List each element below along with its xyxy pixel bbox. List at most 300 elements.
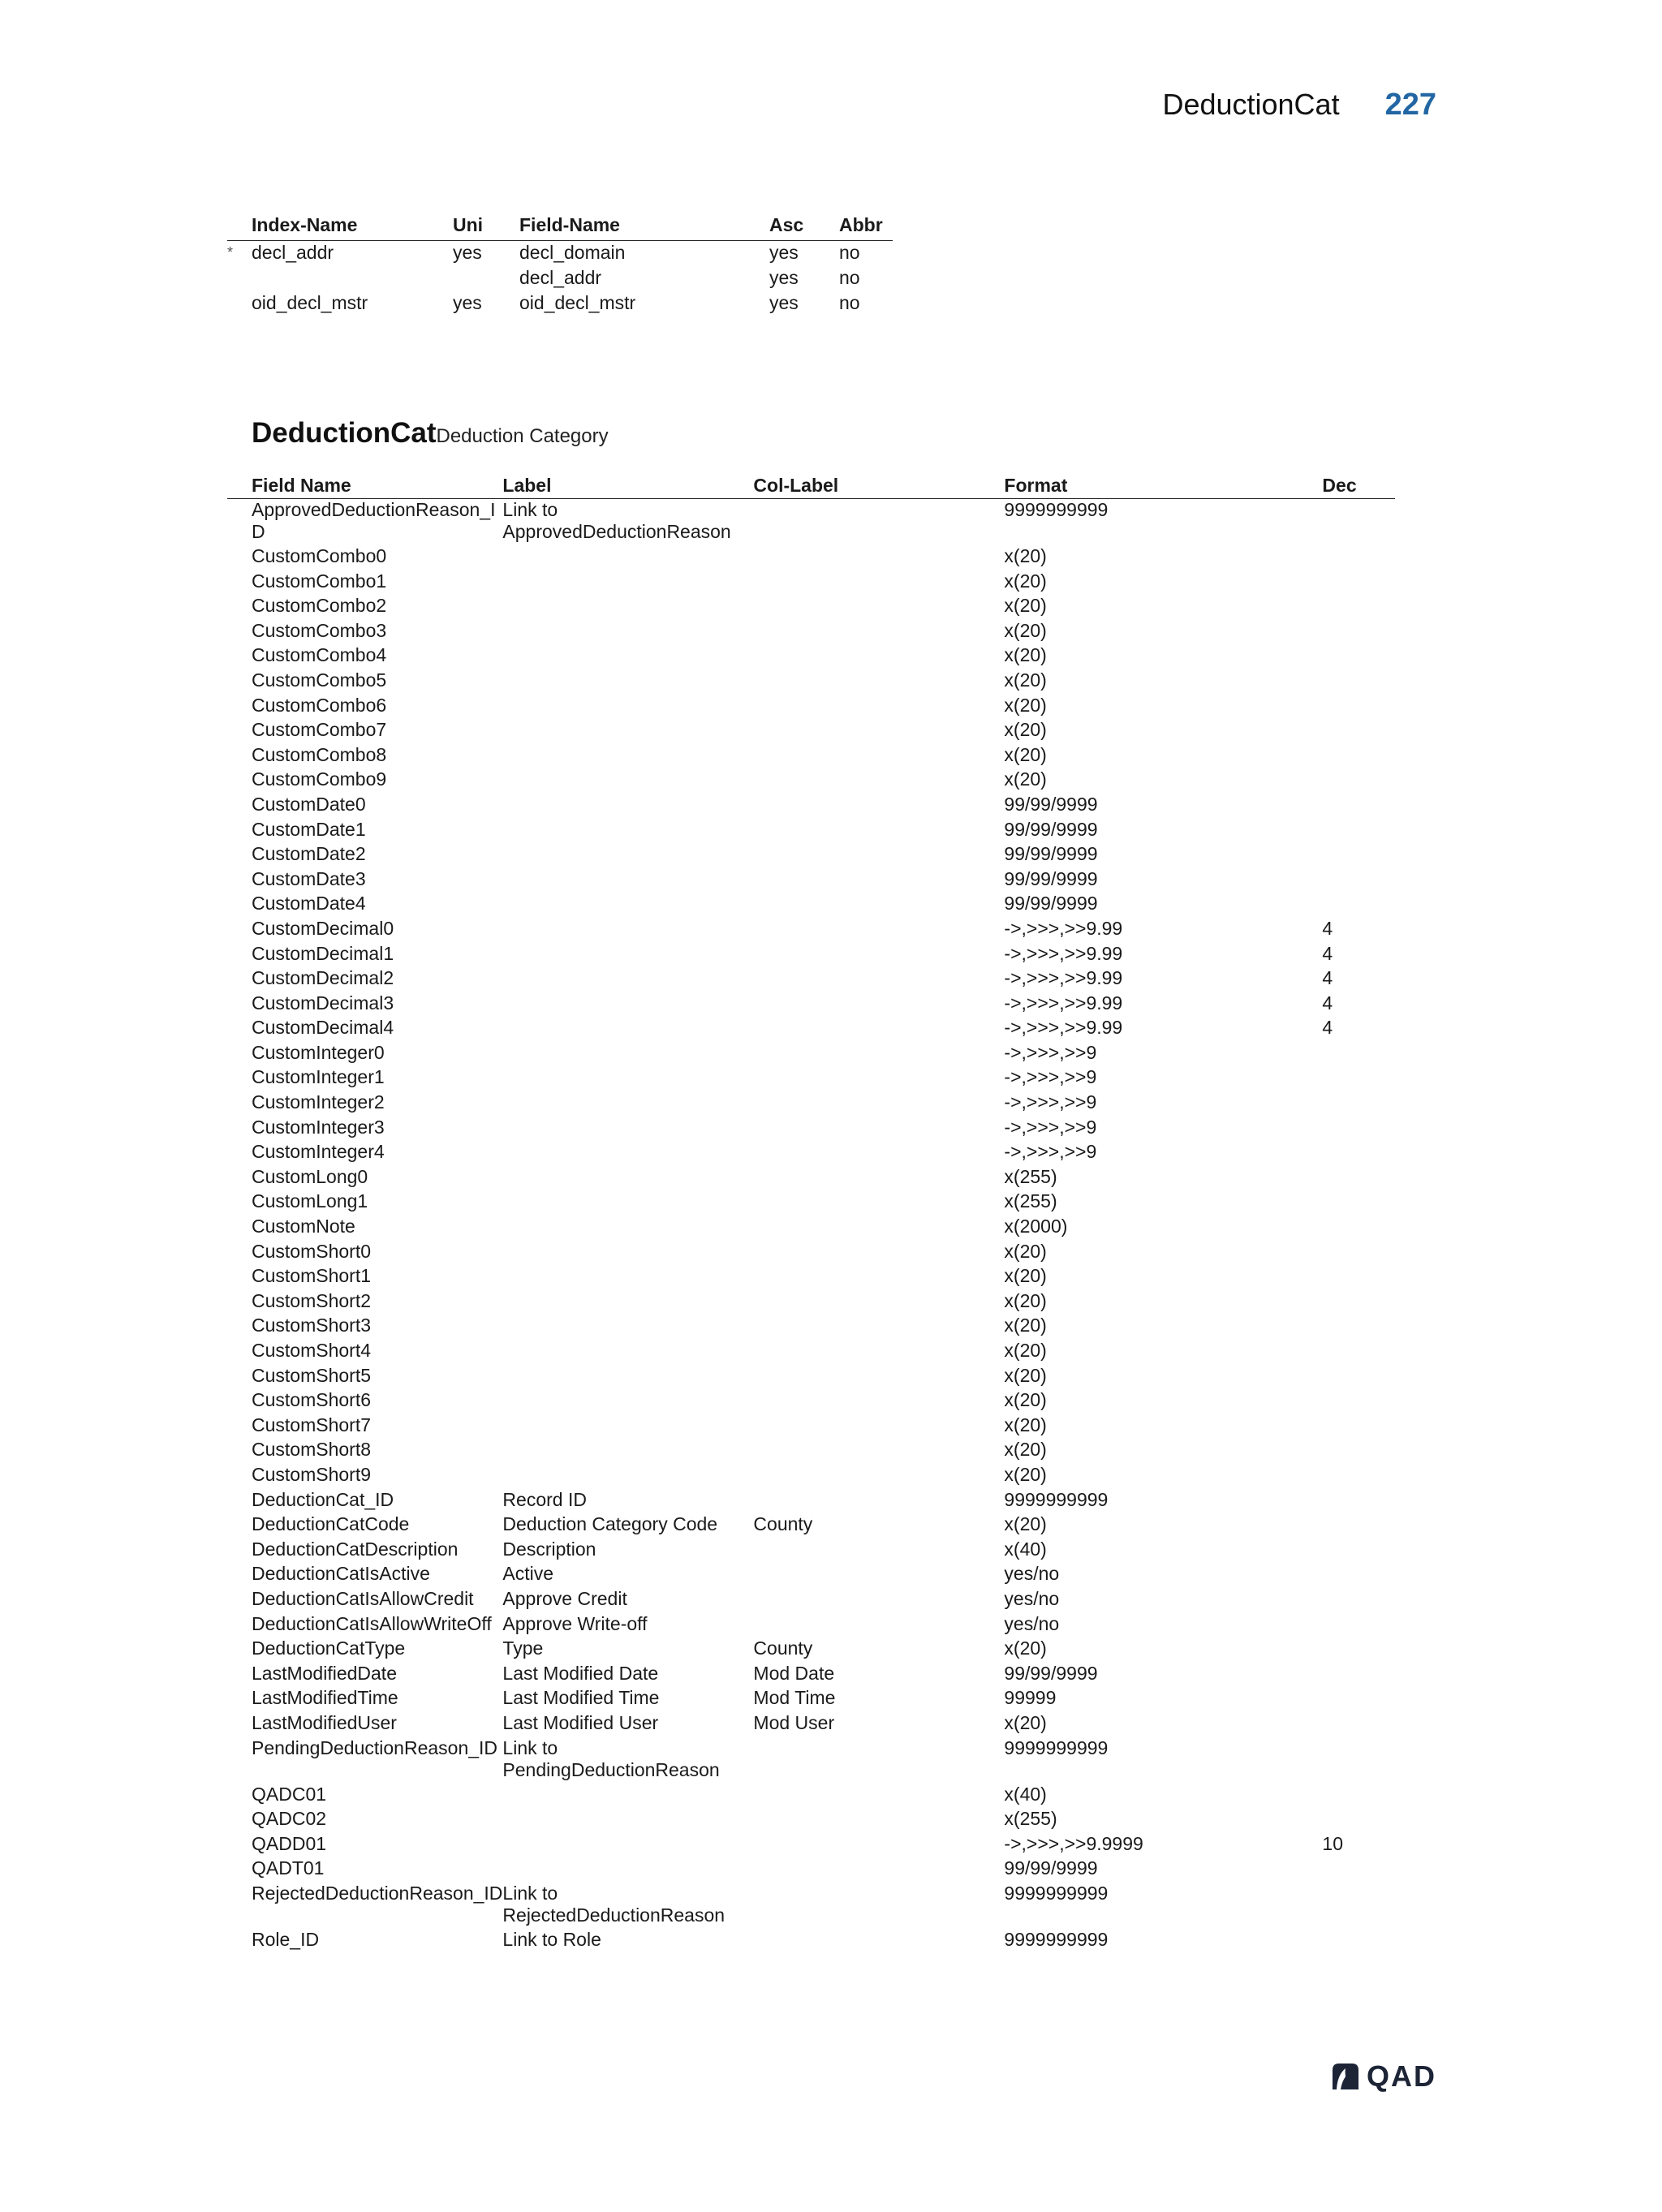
field-label	[502, 545, 753, 570]
field-row	[227, 1190, 1395, 1216]
field-col-label	[753, 695, 1004, 720]
field-format: x(20)	[1004, 1414, 1047, 1435]
field-col-label	[753, 744, 1004, 769]
field-name-text: CustomInteger3	[252, 1116, 385, 1138]
field-name	[227, 719, 502, 744]
field-label-text: Deduction Category Code	[502, 1513, 718, 1535]
field-name	[227, 1017, 502, 1042]
field-format: x(40)	[1004, 1538, 1047, 1560]
field-row	[227, 1389, 1395, 1414]
field-row	[227, 620, 1395, 645]
field-format: x(255)	[1004, 1190, 1057, 1212]
field-label-text: Record ID	[502, 1488, 587, 1510]
field-col-label	[753, 992, 1004, 1018]
field-name	[227, 1241, 502, 1266]
field-name-text: CustomShort3	[252, 1315, 372, 1336]
field-name	[227, 868, 502, 893]
field-col-label: Mod Time	[753, 1687, 836, 1709]
field-col-label	[753, 918, 1004, 943]
field-label	[502, 620, 753, 645]
field-label	[502, 719, 753, 744]
field-col-label	[753, 1489, 1004, 1514]
field-col-label	[753, 1808, 1004, 1833]
field-decimals	[1322, 570, 1395, 596]
field-name	[227, 744, 502, 769]
field-name-text: CustomDate4	[252, 893, 366, 914]
field-col-label	[753, 499, 1004, 546]
field-label	[502, 1042, 753, 1067]
field-row	[227, 570, 1395, 596]
field-col-label	[753, 1190, 1004, 1216]
field-name-text: CustomShort6	[252, 1389, 372, 1411]
field-name-text: CustomShort5	[252, 1364, 372, 1386]
field-name	[227, 1042, 502, 1067]
field-col-label	[753, 794, 1004, 819]
field-name-text-cont: D	[252, 521, 265, 542]
field-row	[227, 918, 1395, 943]
field-name-text: CustomCombo5	[252, 669, 387, 691]
field-name-text: DeductionCatIsActive	[252, 1563, 430, 1585]
field-label	[502, 1712, 753, 1737]
field-format: ->,>>>,>>9	[1004, 1116, 1097, 1138]
field-row	[227, 545, 1395, 570]
field-name-text: CustomDecimal1	[252, 942, 394, 964]
field-decimals	[1322, 1489, 1395, 1514]
field-format: x(20)	[1004, 1439, 1047, 1461]
field-col-label	[753, 1042, 1004, 1067]
field-name	[227, 669, 502, 695]
field-row	[227, 1042, 1395, 1067]
field-row	[227, 1539, 1395, 1564]
table-description: Deduction Category	[436, 425, 609, 447]
field-label-text: Last Modified Time	[502, 1687, 660, 1709]
field-name-text: DeductionCatIsAllowCredit	[252, 1587, 474, 1609]
field-label-text: Description	[502, 1538, 596, 1560]
field-decimals	[1322, 1414, 1395, 1440]
field-row	[227, 1464, 1395, 1489]
field-decimals	[1322, 1315, 1395, 1340]
field-label	[502, 595, 753, 620]
field-label	[502, 768, 753, 794]
field-col-label	[753, 893, 1004, 918]
field-name	[227, 1833, 502, 1858]
field-col-header: Col-Label	[753, 469, 1004, 499]
page-header-title: DeductionCat	[1162, 88, 1340, 121]
field-label-text-cont: RejectedDeductionReason	[502, 1904, 726, 1926]
field-label	[502, 669, 753, 695]
field-decimals	[1322, 794, 1395, 819]
qad-logo	[1329, 2059, 1436, 2094]
field-name-text: CustomDate2	[252, 843, 366, 865]
field-decimals	[1322, 893, 1395, 918]
field-row	[227, 768, 1395, 794]
field-row	[227, 967, 1395, 992]
field-row	[227, 1737, 1395, 1784]
field-format: x(20)	[1004, 1463, 1047, 1485]
field-format: 99/99/9999	[1004, 793, 1098, 815]
field-col-label	[753, 843, 1004, 868]
field-name	[227, 1190, 502, 1216]
field-name	[227, 1637, 502, 1663]
field-col-label	[753, 669, 1004, 695]
index-col-header: Uni	[453, 213, 519, 241]
field-label	[502, 1808, 753, 1833]
field-table-header	[227, 469, 1395, 499]
field-label-text: Last Modified Date	[502, 1662, 659, 1684]
field-row	[227, 1563, 1395, 1588]
field-col-label	[753, 1539, 1004, 1564]
field-col-label	[753, 1141, 1004, 1166]
field-row	[227, 1687, 1395, 1712]
field-name	[227, 1414, 502, 1440]
field-row	[227, 1365, 1395, 1390]
index-row	[227, 266, 893, 291]
field-name	[227, 918, 502, 943]
field-row	[227, 1241, 1395, 1266]
field-name	[227, 1091, 502, 1117]
field-name-text: LastModifiedTime	[252, 1687, 398, 1709]
field-name	[227, 893, 502, 918]
field-label	[502, 819, 753, 844]
field-name	[227, 943, 502, 968]
field-row	[227, 499, 1395, 546]
field-label	[502, 1241, 753, 1266]
field-table	[227, 469, 1395, 1953]
field-format: ->,>>>,>>9	[1004, 1141, 1097, 1163]
unique-index-marker	[227, 291, 252, 316]
index-unique	[453, 266, 519, 291]
field-label	[502, 1464, 753, 1489]
field-format: 9999999999	[1004, 1882, 1109, 1904]
field-label	[502, 1216, 753, 1241]
field-col-label	[753, 1883, 1004, 1929]
field-name-text: LastModifiedDate	[252, 1662, 397, 1684]
field-label-text: Link to	[502, 1882, 558, 1904]
field-name-text: CustomDate1	[252, 818, 366, 840]
field-decimals	[1322, 1784, 1395, 1809]
field-col-header: Dec	[1322, 469, 1395, 499]
field-format: 99999	[1004, 1687, 1057, 1709]
field-row	[227, 695, 1395, 720]
field-label	[502, 1929, 753, 1954]
field-decimals: 4	[1322, 992, 1333, 1013]
field-name-text: CustomLong1	[252, 1190, 368, 1212]
field-decimals	[1322, 1216, 1395, 1241]
field-name	[227, 1588, 502, 1613]
field-name-text: CustomCombo1	[252, 570, 387, 592]
field-decimals	[1322, 1439, 1395, 1464]
field-name-text: CustomCombo8	[252, 743, 387, 765]
field-name	[227, 1365, 502, 1390]
field-format: ->,>>>,>>9.9999	[1004, 1832, 1143, 1854]
field-row	[227, 794, 1395, 819]
field-label	[502, 1290, 753, 1315]
field-label	[502, 1563, 753, 1588]
field-label	[502, 967, 753, 992]
field-row	[227, 1784, 1395, 1809]
field-decimals	[1322, 819, 1395, 844]
field-name-text: CustomShort7	[252, 1414, 372, 1435]
page-header	[1162, 88, 1436, 123]
field-format: yes/no	[1004, 1587, 1060, 1609]
field-name	[227, 1439, 502, 1464]
field-name	[227, 1166, 502, 1191]
field-row	[227, 1017, 1395, 1042]
field-name-text: Role_ID	[252, 1928, 320, 1950]
field-name-text: CustomCombo7	[252, 719, 387, 741]
field-name-text: CustomCombo4	[252, 644, 387, 666]
field-decimals	[1322, 499, 1395, 546]
field-name-text: CustomShort2	[252, 1289, 372, 1311]
field-name-text: CustomDecimal4	[252, 1017, 394, 1039]
field-decimals	[1322, 1389, 1395, 1414]
field-row	[227, 1808, 1395, 1833]
field-label-text: Approve Write-off	[502, 1612, 648, 1634]
field-col-header: Format	[1004, 469, 1322, 499]
field-format: x(255)	[1004, 1808, 1057, 1830]
field-name	[227, 620, 502, 645]
field-name-text: CustomShort8	[252, 1439, 372, 1461]
field-row	[227, 1066, 1395, 1091]
field-row	[227, 1340, 1395, 1365]
field-col-label: County	[753, 1513, 813, 1535]
field-label	[502, 1737, 753, 1784]
field-label-text: Active	[502, 1563, 554, 1585]
field-format: ->,>>>,>>9.99	[1004, 917, 1123, 939]
field-format: x(20)	[1004, 669, 1047, 691]
index-name: decl_addr	[252, 242, 334, 263]
field-row	[227, 1439, 1395, 1464]
field-col-label	[753, 620, 1004, 645]
field-name	[227, 644, 502, 669]
field-label	[502, 1439, 753, 1464]
index-field-name: oid_decl_mstr	[519, 292, 636, 313]
field-format: x(255)	[1004, 1165, 1057, 1187]
field-row	[227, 1166, 1395, 1191]
field-row	[227, 644, 1395, 669]
field-row	[227, 1513, 1395, 1539]
field-decimals	[1322, 1637, 1395, 1663]
field-format: ->,>>>,>>9	[1004, 1066, 1097, 1088]
field-name	[227, 1117, 502, 1142]
field-col-label	[753, 1365, 1004, 1390]
field-format: 9999999999	[1004, 1736, 1109, 1758]
field-label	[502, 1117, 753, 1142]
field-decimals	[1322, 1588, 1395, 1613]
field-row	[227, 1216, 1395, 1241]
field-name	[227, 1808, 502, 1833]
field-name	[227, 1216, 502, 1241]
field-decimals	[1322, 1166, 1395, 1191]
field-name	[227, 1663, 502, 1688]
field-decimals	[1322, 1663, 1395, 1688]
field-col-label	[753, 943, 1004, 968]
field-row	[227, 1663, 1395, 1688]
field-col-label	[753, 1784, 1004, 1809]
field-name-text: CustomInteger0	[252, 1041, 385, 1063]
field-label-text: Type	[502, 1637, 544, 1659]
field-format: x(20)	[1004, 1513, 1047, 1535]
field-name-text: DeductionCatIsAllowWriteOff	[252, 1612, 492, 1634]
field-decimals	[1322, 1241, 1395, 1266]
field-row	[227, 1883, 1395, 1929]
field-name-text: PendingDeductionReason_ID	[252, 1736, 498, 1758]
field-col-label	[753, 1439, 1004, 1464]
field-label-text: Link to Role	[502, 1928, 601, 1950]
index-abbreviated: no	[839, 292, 860, 313]
field-decimals	[1322, 1340, 1395, 1365]
field-decimals	[1322, 1042, 1395, 1067]
field-row	[227, 1637, 1395, 1663]
field-name	[227, 695, 502, 720]
field-name-text: CustomDecimal0	[252, 917, 394, 939]
field-name-text: QADC02	[252, 1808, 327, 1830]
field-row	[227, 669, 1395, 695]
field-name	[227, 1883, 502, 1929]
field-decimals	[1322, 1613, 1395, 1638]
index-col-header: Field-Name	[519, 213, 769, 241]
field-name-text: CustomShort9	[252, 1463, 372, 1485]
field-decimals	[1322, 1265, 1395, 1290]
field-name	[227, 1929, 502, 1954]
field-label-text: Link to	[502, 1736, 558, 1758]
field-row	[227, 1141, 1395, 1166]
field-format: x(20)	[1004, 545, 1047, 566]
field-name-text: CustomInteger4	[252, 1141, 385, 1163]
field-row	[227, 1315, 1395, 1340]
field-decimals	[1322, 1883, 1395, 1929]
field-format: x(20)	[1004, 1364, 1047, 1386]
field-label	[502, 1687, 753, 1712]
field-col-label	[753, 1613, 1004, 1638]
field-row	[227, 1117, 1395, 1142]
field-col-label	[753, 1929, 1004, 1954]
field-format: 99/99/9999	[1004, 843, 1098, 865]
field-name-text: CustomCombo6	[252, 694, 387, 716]
field-label	[502, 695, 753, 720]
field-format: x(20)	[1004, 1265, 1047, 1287]
field-name	[227, 545, 502, 570]
field-decimals	[1322, 669, 1395, 695]
field-col-label	[753, 1265, 1004, 1290]
field-name	[227, 1784, 502, 1809]
field-label-text: Last Modified User	[502, 1711, 659, 1733]
field-decimals: 4	[1322, 967, 1333, 989]
field-format: x(40)	[1004, 1783, 1047, 1805]
field-name-text: CustomDecimal2	[252, 967, 394, 989]
field-format: ->,>>>,>>9.99	[1004, 992, 1123, 1013]
field-name	[227, 967, 502, 992]
field-label	[502, 1389, 753, 1414]
field-label	[502, 943, 753, 968]
field-format: x(20)	[1004, 719, 1047, 741]
field-label	[502, 893, 753, 918]
field-row	[227, 1857, 1395, 1883]
unique-index-marker: *	[227, 244, 234, 260]
field-name-text: CustomDate3	[252, 867, 366, 889]
field-name-text: CustomCombo2	[252, 595, 387, 617]
unique-index-marker	[227, 266, 252, 291]
field-format: 9999999999	[1004, 1488, 1109, 1510]
field-decimals	[1322, 868, 1395, 893]
field-label	[502, 1513, 753, 1539]
field-decimals	[1322, 1464, 1395, 1489]
field-row	[227, 595, 1395, 620]
field-decimals	[1322, 1091, 1395, 1117]
field-col-header: Field Name	[227, 469, 502, 499]
field-label	[502, 918, 753, 943]
field-label-text-cont: ApprovedDeductionReason	[502, 521, 731, 542]
field-name	[227, 1141, 502, 1166]
field-format: x(20)	[1004, 570, 1047, 592]
field-label	[502, 1489, 753, 1514]
field-name	[227, 1712, 502, 1737]
field-name	[227, 1613, 502, 1638]
field-label	[502, 1141, 753, 1166]
field-row	[227, 1929, 1395, 1954]
field-col-label	[753, 868, 1004, 893]
field-decimals	[1322, 768, 1395, 794]
field-format: x(20)	[1004, 619, 1047, 641]
field-label	[502, 1017, 753, 1042]
field-row	[227, 1091, 1395, 1117]
field-format: ->,>>>,>>9	[1004, 1091, 1097, 1113]
field-row	[227, 943, 1395, 968]
field-col-label	[753, 1315, 1004, 1340]
field-name-text: ApprovedDeductionReason_I	[252, 499, 496, 520]
field-name-text: QADC01	[252, 1783, 327, 1805]
field-decimals	[1322, 1141, 1395, 1166]
field-label	[502, 992, 753, 1018]
field-name-text: DeductionCatDescription	[252, 1538, 459, 1560]
field-name-text: CustomInteger1	[252, 1066, 385, 1088]
field-label	[502, 499, 753, 546]
index-abbreviated: no	[839, 267, 860, 288]
field-col-label	[753, 768, 1004, 794]
field-format: x(20)	[1004, 1289, 1047, 1311]
field-row	[227, 719, 1395, 744]
field-row	[227, 1265, 1395, 1290]
field-decimals	[1322, 744, 1395, 769]
field-label	[502, 1883, 753, 1929]
field-decimals	[1322, 1290, 1395, 1315]
field-format: ->,>>>,>>9.99	[1004, 967, 1123, 989]
field-decimals	[1322, 644, 1395, 669]
field-format: x(20)	[1004, 1315, 1047, 1336]
field-row	[227, 1712, 1395, 1737]
field-name	[227, 794, 502, 819]
index-col-header: Index-Name	[252, 213, 453, 241]
index-row	[227, 241, 893, 267]
index-ascending: yes	[769, 242, 799, 263]
field-col-header: Label	[502, 469, 753, 499]
field-name-text: CustomLong0	[252, 1165, 368, 1187]
field-col-label	[753, 1066, 1004, 1091]
field-row	[227, 819, 1395, 844]
field-name	[227, 843, 502, 868]
field-label	[502, 1365, 753, 1390]
field-name	[227, 1290, 502, 1315]
field-decimals	[1322, 1563, 1395, 1588]
field-label	[502, 1857, 753, 1883]
field-label	[502, 1833, 753, 1858]
index-col-header: Asc	[769, 213, 839, 241]
field-name	[227, 1340, 502, 1365]
field-label	[502, 644, 753, 669]
field-col-label	[753, 1389, 1004, 1414]
field-label	[502, 1265, 753, 1290]
index-mark-header	[227, 213, 252, 241]
